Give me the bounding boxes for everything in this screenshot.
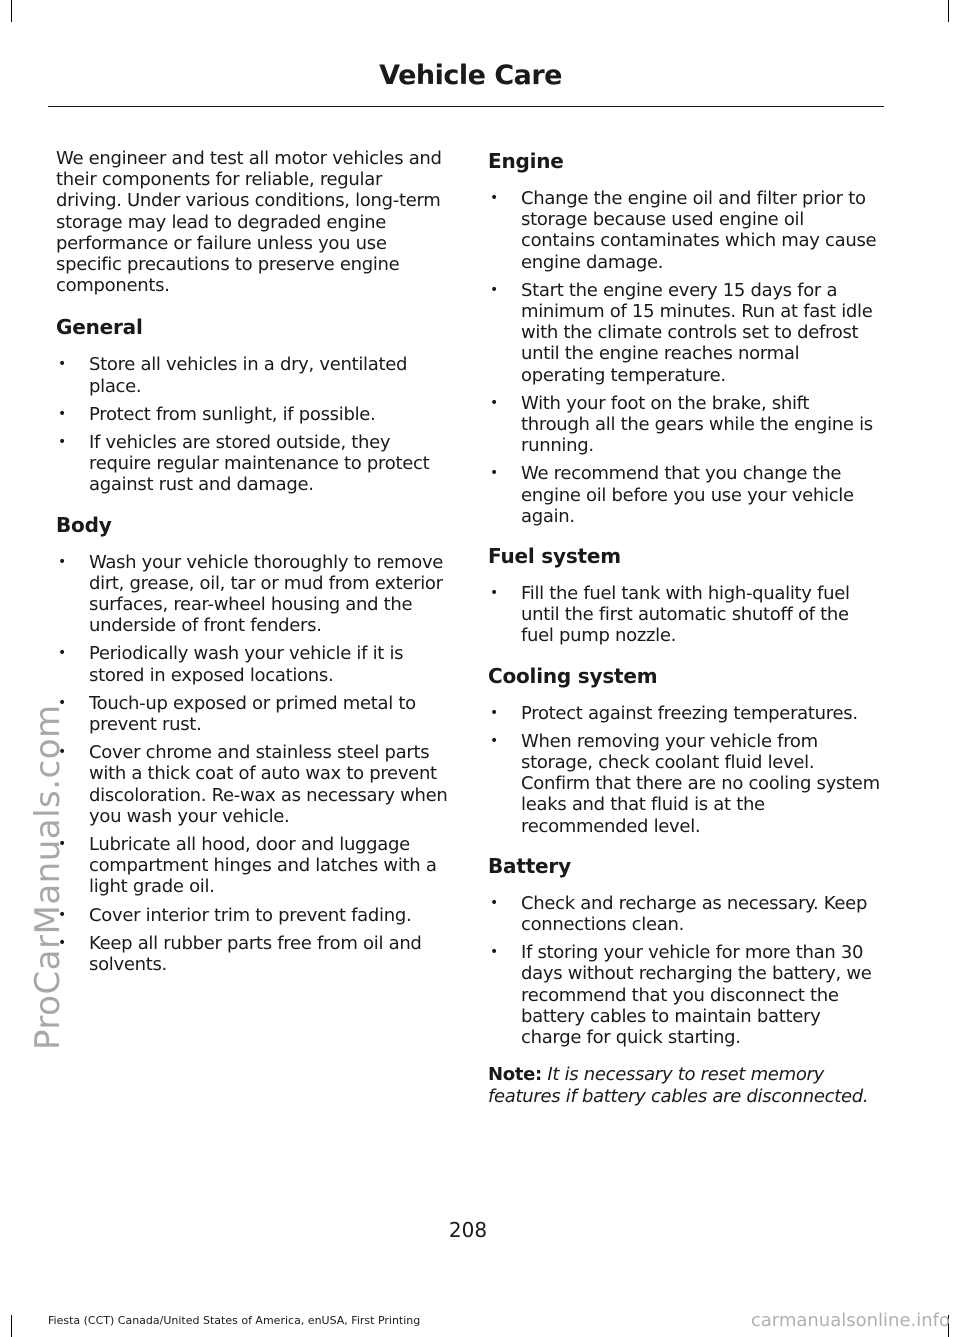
section-heading-battery: Battery (488, 853, 571, 878)
crop-mark (11, 1315, 12, 1337)
list-item: • If vehicles are stored outside, they require regular maintenance to protect against rust and damage. (56, 432, 448, 496)
list-item: • Cover chrome and stainless steel parts with a thick coat of auto wax to prevent discoloration. Re-wax as necessary when you wash your vehicle. (56, 742, 448, 827)
intro-paragraph: We engineer and test all motor vehicles and their components for reliable, regular driving. Under various conditions, long-term storage may lead to degraded engine performance or failure unless you use specific precautions to preserve engine components. (56, 148, 442, 297)
section-heading-cooling-system: Cooling system (488, 663, 658, 688)
list-item: • Wash your vehicle thoroughly to remove dirt, grease, oil, tar or mud from exterior surfaces, rear-wheel housing and the underside of front fenders. (56, 552, 448, 637)
note-label: Note: (488, 1064, 542, 1086)
list-item: • Touch-up exposed or primed metal to prevent rust. (56, 693, 448, 735)
cooling-system-list (488, 703, 880, 837)
fuel-system-list (488, 583, 880, 647)
note-paragraph (488, 1064, 880, 1106)
list-item: • If storing your vehicle for more than 30 days without recharging the battery, we recommend that you disconnect the battery cables to maintain battery charge for quick starting. (488, 942, 880, 1048)
section-heading-body: Body (56, 512, 112, 537)
crop-mark (11, 0, 12, 22)
list-item: • Start the engine every 15 days for a minimum of 15 minutes. Run at fast idle with the climate controls set to defrost until the engine reaches normal operating temperature. (488, 280, 880, 386)
list-item: • With your foot on the brake, shift through all the gears while the engine is running. (488, 393, 880, 457)
watermark-bottom: carmanualsonline.info (750, 1310, 950, 1331)
page-number: 208 (448, 1218, 488, 1242)
list-item: • Cover interior trim to prevent fading. (56, 905, 448, 926)
crop-mark (948, 0, 949, 22)
list-item: • Fill the fuel tank with high-quality fuel until the first automatic shutoff of the fuel pump nozzle. (488, 583, 880, 647)
left-column (56, 148, 448, 991)
header-divider (48, 106, 884, 107)
list-item: • Keep all rubber parts free from oil and solvents. (56, 933, 448, 975)
note-text: It is necessary to reset memory features if battery cables are disconnected. (488, 1064, 869, 1107)
list-item: • When removing your vehicle from storage, check coolant fluid level. Confirm that there are no cooling system leaks and that fluid is at the recommended level. (488, 731, 880, 837)
list-item: • Protect from sunlight, if possible. (56, 404, 448, 425)
engine-list (488, 188, 880, 527)
battery-list (488, 893, 880, 1048)
list-item: • Lubricate all hood, door and luggage compartment hinges and latches with a light grade oil. (56, 834, 448, 898)
general-list (56, 354, 448, 495)
list-item: • Protect against freezing temperatures. (488, 703, 880, 724)
watermark-side: ProCarManuals.com (28, 704, 68, 1050)
list-item: • Check and recharge as necessary. Keep connections clean. (488, 893, 880, 935)
edition-footer: Fiesta (CCT) Canada/United States of America, enUSA, First Printing (48, 1314, 421, 1327)
list-item: • Change the engine oil and filter prior to storage because used engine oil contains contaminates which may cause engine damage. (488, 188, 880, 273)
right-column (488, 148, 880, 1125)
list-item: • We recommend that you change the engine oil before you use your vehicle again. (488, 463, 880, 527)
list-item: • Periodically wash your vehicle if it is stored in exposed locations. (56, 643, 448, 685)
section-heading-general: General (56, 315, 143, 340)
list-item: • Store all vehicles in a dry, ventilated place. (56, 354, 448, 396)
page-title: Vehicle Care (379, 60, 562, 91)
section-heading-fuel-system: Fuel system (488, 544, 621, 569)
body-list (56, 552, 448, 976)
section-heading-engine: Engine (488, 149, 564, 173)
